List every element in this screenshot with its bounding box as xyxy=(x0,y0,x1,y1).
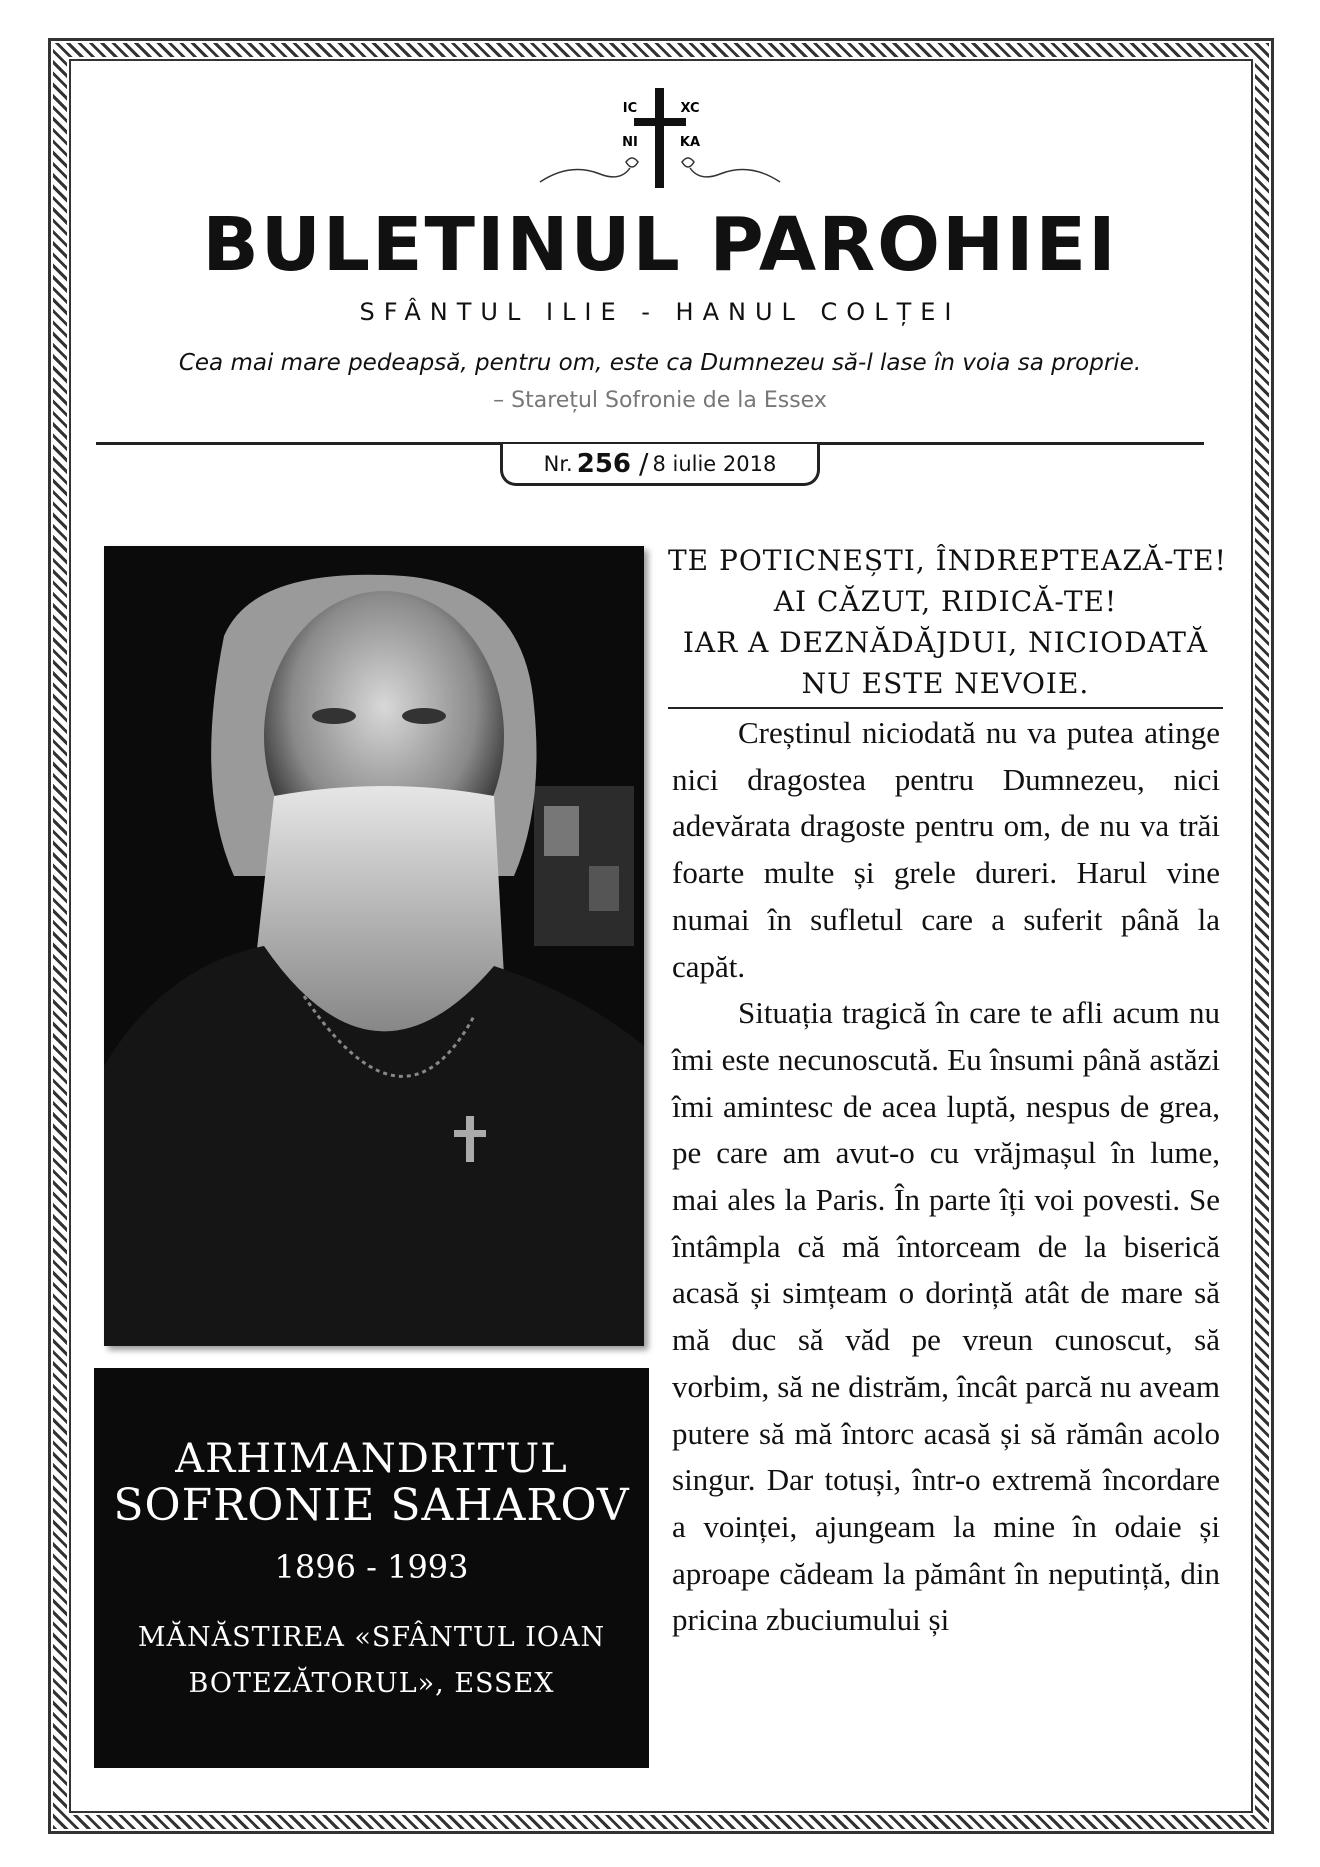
header-quote: Cea mai mare pedeapsă, pentru om, este ca Dumnezeu să-l lase în voia sa proprie. xyxy=(178,350,1142,376)
parish-subtitle: SFÂNTUL ILIE - HANUL COLȚEI xyxy=(359,298,961,326)
emblem-ni: NI xyxy=(622,135,638,150)
portrait-caption xyxy=(94,1368,649,1768)
caption-years: 1896 - 1993 xyxy=(274,1548,469,1586)
issue-separator: / xyxy=(639,447,649,480)
headline-divider xyxy=(668,707,1223,709)
bulletin-title: BULETINUL PAROHIEI xyxy=(202,202,1118,288)
article-paragraph: Creștinul niciodată nu va putea atinge nici dragostea pentru Dumnezeu, nici adevărata dragoste pentru om, de nu va trăi foarte multe și grele dureri. Harul vine numai în sufletul care a suferit până la capăt. xyxy=(672,715,1220,984)
emblem-ic: IC xyxy=(622,101,638,116)
headline-line: IAR A DEZNĂDĂJDUI, NICIODATĂ xyxy=(682,626,1209,659)
article-headline xyxy=(668,540,1227,704)
issue-tab xyxy=(500,444,820,486)
right-heart-icon xyxy=(682,158,694,167)
article-body xyxy=(672,710,1220,1644)
headline-line: NU ESTE NEVOIE. xyxy=(801,667,1090,700)
left-heart-icon xyxy=(626,158,638,167)
headline-line: TE POTICNEȘTI, ÎNDREPTEAZĂ-TE! xyxy=(668,544,1227,577)
headline-line: AI CĂZUT, RIDICĂ-TE! xyxy=(773,585,1118,618)
orthodox-cross-icon xyxy=(530,82,790,202)
article-paragraph: Situația tragică în care te afli acum nu îmi este necunoscută. Eu însumi până astăzi îmi amintesc de acea luptă, nespus de grea, pe care am avut-o cu vrăjmașul în lume, mai ales la Paris. În parte îți voi povesti. Se întâmpla că mă întorceam de la biserică acasă și simțeam o dorință atât de mare să mă duc să văd pe vreun cunoscut, să vorbim, să ne distrăm, încât parcă nu aveam putere să mă întorc acasă și să rămân acolo singur. Dar totuși, într-o extremă încordare a voinței, ajungeam la mine în odaie și aproape cădeam la pământ în neputință, din pricina zbuciumului și xyxy=(672,995,1220,1638)
caption-monastery-line2: BOTEZĂTORUL», ESSEX xyxy=(188,1668,555,1699)
caption-name: SOFRONIE SAHAROV xyxy=(113,1480,630,1531)
caption-rank: ARHIMANDRITUL xyxy=(175,1436,568,1482)
left-flourish-icon xyxy=(540,168,630,182)
caption-monastery-line1: MĂNĂSTIREA «SFÂNTUL IOAN xyxy=(137,1622,606,1653)
emblem-ka: KA xyxy=(679,135,701,150)
issue-date: 8 iulie 2018 xyxy=(652,451,777,476)
quote-author: – Starețul Sofronie de la Essex xyxy=(493,388,827,413)
portrait-photo xyxy=(104,546,644,1346)
issue-number: 256 xyxy=(576,448,632,479)
right-flourish-icon xyxy=(690,168,780,182)
issue-prefix: Nr. xyxy=(543,451,573,476)
portrait-photo-icon xyxy=(104,546,644,1346)
emblem-xc: XC xyxy=(680,101,700,116)
